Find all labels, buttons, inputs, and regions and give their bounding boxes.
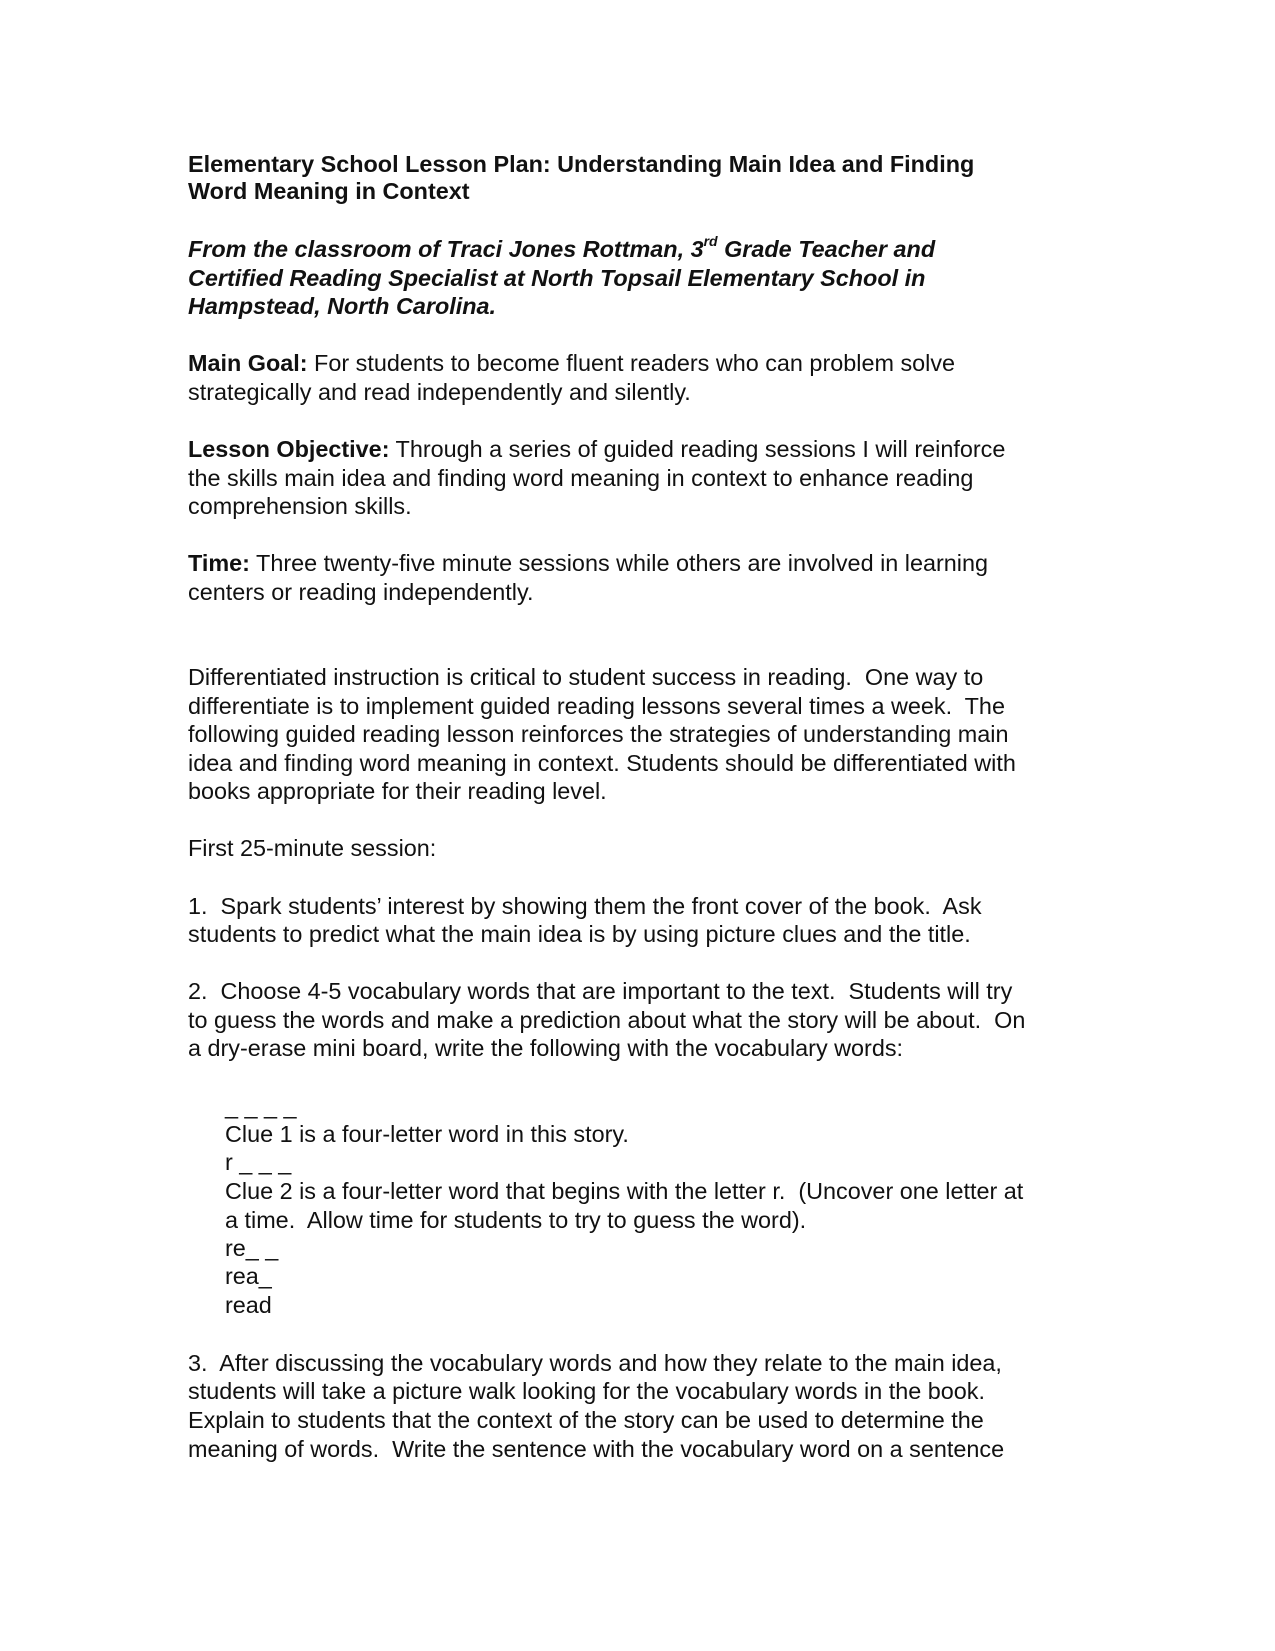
board-line: Clue 2 is a four-letter word that begins with the letter r. (Uncover one letter at	[225, 1178, 1024, 1204]
intro-line: Differentiated instruction is critical to student success in reading. One way to	[188, 664, 984, 690]
step-line: students will take a picture walk looking for the vocabulary words in the book.	[188, 1378, 985, 1404]
step-line: to guess the words and make a prediction about what the story will be about. On	[188, 1007, 1026, 1033]
intro-line: idea and finding word meaning in context. Students should be differentiated with	[188, 750, 1016, 776]
main-goal-label: Main Goal:	[188, 350, 308, 376]
board-line: Clue 1 is a four-letter word in this story.	[225, 1121, 629, 1147]
main-goal-line	[188, 349, 955, 377]
lesson-objective-text: Through a series of guided reading sessions I will reinforce	[389, 436, 1006, 462]
time-label: Time:	[188, 550, 250, 576]
step-line: 1. Spark students’ interest by showing them the front cover of the book. Ask	[188, 893, 982, 919]
step-line: meaning of words. Write the sentence with the vocabulary word on a sentence	[188, 1436, 1005, 1462]
step-line: Explain to students that the context of the story can be used to determine the	[188, 1407, 984, 1433]
intro-line: following guided reading lesson reinforces the strategies of understanding main	[188, 721, 1009, 747]
byline-line	[188, 235, 935, 263]
lesson-objective-label: Lesson Objective:	[188, 436, 390, 462]
time-text: Three twenty-five minute sessions while others are involved in learning	[249, 550, 989, 576]
lesson-objective-line	[188, 435, 1005, 463]
lesson-objective-line: the skills main idea and finding word meaning in context to enhance reading	[188, 465, 974, 491]
step-line: students to predict what the main idea is by using picture clues and the title.	[188, 921, 971, 947]
board-line: a time. Allow time for students to try to guess the word).	[225, 1207, 807, 1233]
step-line: 2. Choose 4-5 vocabulary words that are important to the text. Students will try	[188, 978, 1013, 1004]
board-line: r _ _ _	[225, 1149, 292, 1175]
time-line: centers or reading independently.	[188, 579, 534, 605]
session-heading: First 25-minute session:	[188, 835, 437, 861]
byline-line: Hampstead, North Carolina.	[188, 293, 497, 319]
lesson-objective-line: comprehension skills.	[188, 493, 412, 519]
step-line: a dry-erase mini board, write the following with the vocabulary words:	[188, 1035, 904, 1061]
step-line: 3. After discussing the vocabulary words and how they relate to the main idea,	[188, 1350, 1002, 1376]
ordinal-superscript: rd	[703, 233, 718, 250]
main-goal-text: For students to become fluent readers who can problem solve	[307, 350, 956, 376]
board-line: read	[225, 1292, 272, 1318]
main-goal-line: strategically and read independently and silently.	[188, 379, 691, 405]
byline-text: Grade Teacher and	[717, 236, 936, 262]
title-line: Word Meaning in Context	[188, 178, 470, 204]
board-line: re_ _	[225, 1235, 279, 1261]
time-line	[188, 549, 988, 577]
intro-line: books appropriate for their reading level.	[188, 778, 607, 804]
board-line: _ _ _ _	[225, 1093, 297, 1119]
byline-text: From the classroom of Traci Jones Rottman, 3	[188, 236, 704, 262]
byline-line: Certified Reading Specialist at North Topsail Elementary School in	[188, 265, 926, 291]
title-line: Elementary School Lesson Plan: Understanding Main Idea and Finding	[188, 151, 975, 177]
intro-line: differentiate is to implement guided reading lessons several times a week. The	[188, 693, 1005, 719]
board-line: rea_	[225, 1263, 272, 1289]
